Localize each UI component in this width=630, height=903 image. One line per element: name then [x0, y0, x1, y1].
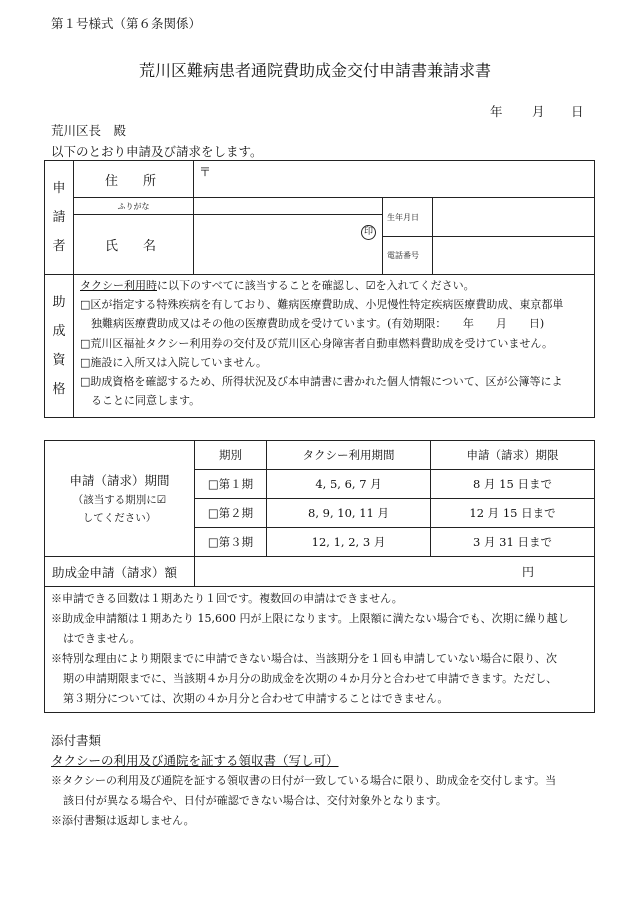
- term-3-deadline: 3 月 31 日まで: [431, 528, 595, 557]
- date-month: 月: [532, 104, 545, 119]
- qualification-check-consent-cont: ることに同意します。: [80, 394, 201, 408]
- postal-mark: 〒: [199, 165, 212, 179]
- qualification-check-disease[interactable]: □区が指定する特殊疾病を有しており、難病医療費助成、小児慢性特定疾病医療費助成、東京都単: [80, 298, 564, 312]
- phone-label: 電話番号: [383, 237, 433, 275]
- note-2: ※助成金申請額は１期あたり 15,600 円が上限になります。上限額に満たない場合でも、次期に繰り越し: [51, 612, 569, 625]
- qualification-side-label: 助 成 資 格: [45, 275, 74, 418]
- attachments-note-2: ※添付書類は返却しません。: [51, 814, 195, 827]
- page-title: 荒川区難病患者通院費助成金交付申請書兼請求書: [138, 61, 491, 80]
- note-3-cont: 期の申請期限までに、当該期４か月分の助成金を次期の４か月分と合わせて申請できます。ただし、: [63, 672, 558, 685]
- qualification-block: [74, 275, 595, 418]
- note-3-cont2: 第３期分については、次期の４か月分と合わせて申請することはできません。: [63, 692, 449, 705]
- term-1-months: 4, 5, 6, 7 月: [267, 470, 431, 499]
- date-year: 年: [490, 104, 503, 119]
- name-label: 氏 名: [74, 215, 194, 275]
- intro-text: 以下のとおり申請及び請求をします。: [51, 144, 263, 159]
- address-field[interactable]: [194, 161, 595, 198]
- qualification-check-disease-cont: 独難病医療費助成又はその他の医療費助成を受けています。(有効期限： 年 月 日): [80, 317, 545, 331]
- form-number: 第１号様式（第６条関係）: [51, 16, 202, 31]
- notes-block: [45, 587, 595, 713]
- date-day: 日: [571, 104, 584, 119]
- amount-field[interactable]: [195, 557, 595, 587]
- note-2-cont: はできません。: [63, 632, 141, 645]
- seal-mark: 印: [361, 225, 376, 240]
- birthdate-label: 生年月日: [383, 198, 433, 237]
- furigana-label: ふりがな: [74, 198, 194, 215]
- qualification-check-consent[interactable]: □助成資格を確認するため、所得状況及び本申請書に書かれた個人情報について、区が公簿等によ: [80, 375, 563, 389]
- applicant-side-label: 申 請 者: [45, 161, 74, 275]
- header-deadline: 申請（請求）期限: [431, 441, 595, 470]
- note-1: ※申請できる回数は１期あたり１回です。複数回の申請はできません。: [51, 592, 403, 605]
- attachments-heading: 添付書類: [51, 733, 102, 748]
- term-1-checkbox[interactable]: □第１期: [195, 470, 267, 499]
- header-term: 期別: [195, 441, 267, 470]
- birthdate-field[interactable]: [433, 198, 595, 237]
- amount-label: 助成金申請（請求）額: [45, 557, 195, 587]
- name-field[interactable]: [194, 215, 383, 275]
- furigana-field[interactable]: [194, 198, 383, 215]
- attachments-item: タクシーの利用及び通院を証する領収書（写し可）: [51, 753, 339, 768]
- period-label: 申請（請求）期間 （該当する期別に☑ してください）: [45, 441, 195, 557]
- applicant-table: [44, 160, 595, 418]
- phone-field[interactable]: [433, 237, 595, 275]
- amount-unit: 円: [521, 565, 534, 579]
- term-2-deadline: 12 月 15 日まで: [431, 499, 595, 528]
- address-label: 住 所: [74, 161, 194, 198]
- qualification-check-taxi-ticket[interactable]: □荒川区福祉タクシー利用券の交付及び荒川区心身障害者自動車燃料費助成を受けていません。: [80, 336, 554, 350]
- header-usage-period: タクシー利用期間: [267, 441, 431, 470]
- term-2-months: 8, 9, 10, 11 月: [267, 499, 431, 528]
- qualification-check-not-hospitalized[interactable]: □施設に入所又は入院していません。: [80, 355, 268, 369]
- term-3-checkbox[interactable]: □第３期: [195, 528, 267, 557]
- term-3-months: 12, 1, 2, 3 月: [267, 528, 431, 557]
- note-3: ※特別な理由により期限までに申請できない場合は、当該期分を１回も申請していない場合に限り、次: [51, 652, 557, 665]
- term-1-deadline: 8 月 15 日まで: [431, 470, 595, 499]
- attachments-note-1: ※タクシーの利用及び通院を証する領収書の日付が一致している場合に限り、助成金を交付します。当: [51, 774, 557, 787]
- term-2-checkbox[interactable]: □第２期: [195, 499, 267, 528]
- addressee: 荒川区長 殿: [51, 123, 127, 138]
- period-table: [44, 440, 595, 713]
- qualification-intro: タクシー利用時に以下のすべてに該当することを確認し、☑を入れてください。: [80, 279, 475, 292]
- attachments-note-1-cont: 該日付が異なる場合や、日付が確認できない場合は、交付対象外となります。: [63, 794, 447, 807]
